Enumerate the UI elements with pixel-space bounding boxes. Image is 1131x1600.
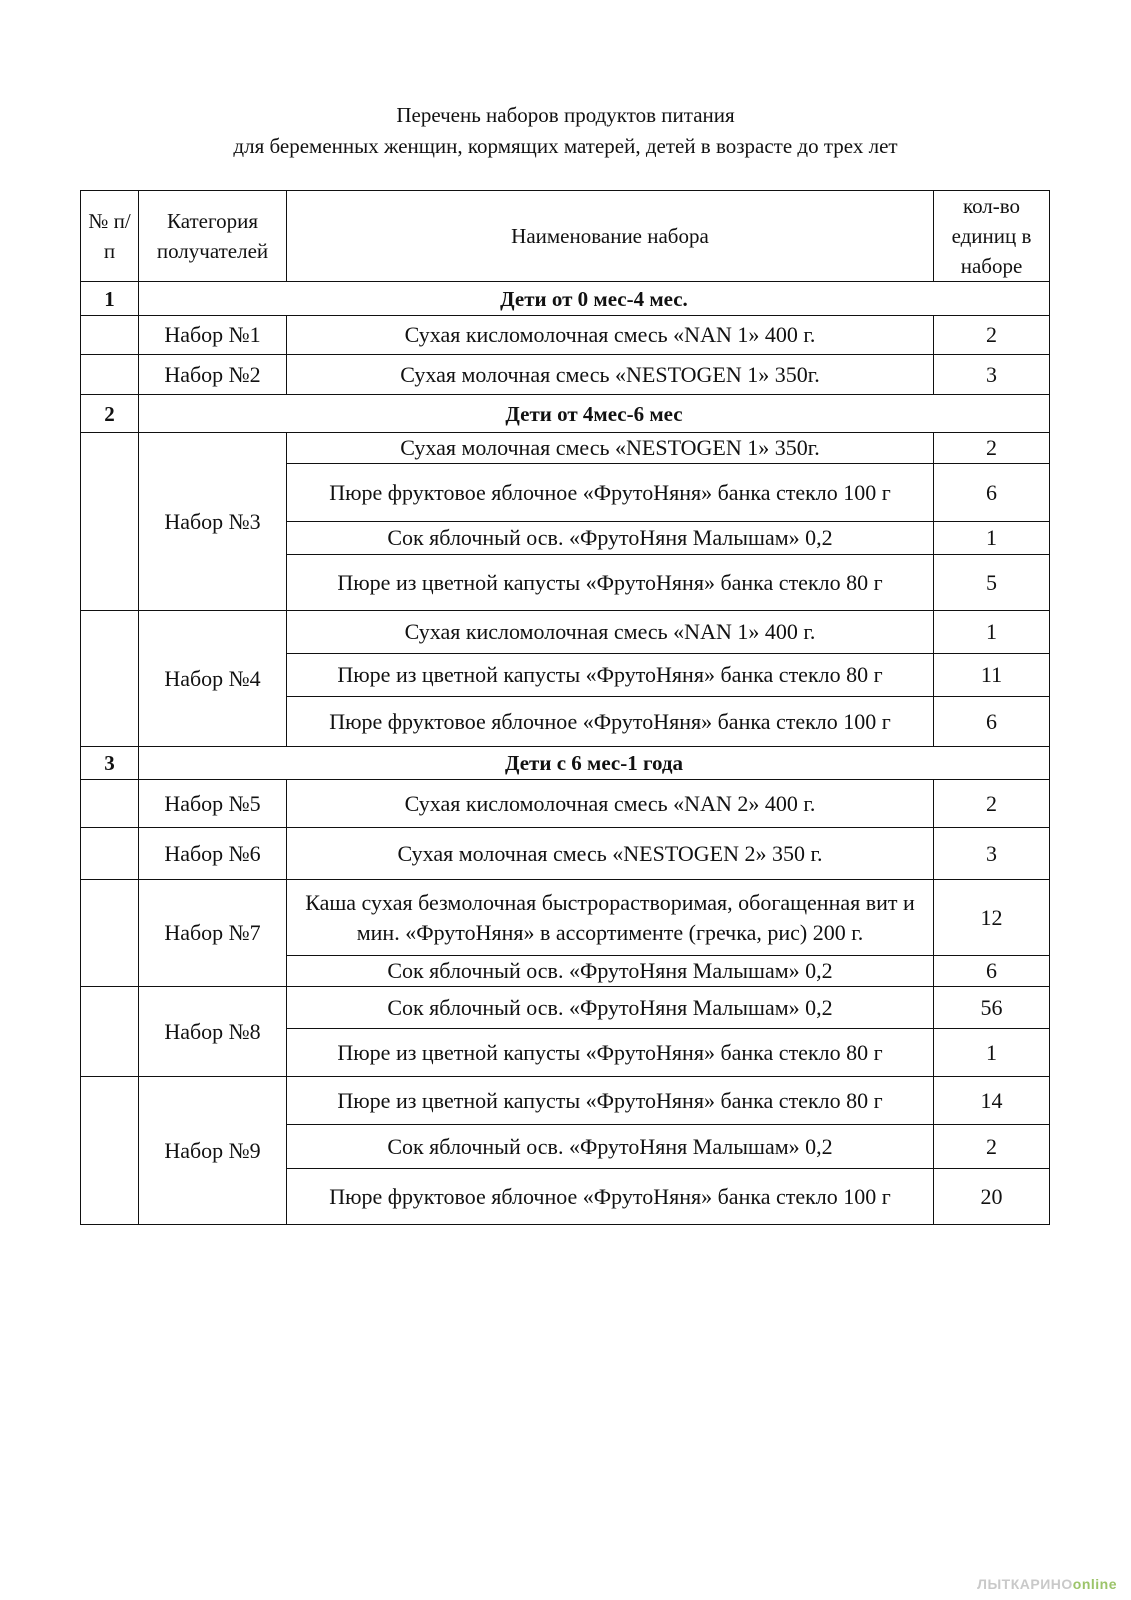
table-row	[81, 433, 1050, 464]
item-qty: 11	[934, 654, 1050, 697]
table-row	[81, 828, 1050, 880]
section-num: 2	[81, 395, 139, 433]
item-name: Сок яблочный осв. «ФрутоНяня Малышам» 0,2	[287, 1125, 934, 1169]
item-qty: 2	[934, 1125, 1050, 1169]
table-row	[81, 316, 1050, 355]
food-sets-table	[80, 190, 1050, 1225]
row-num	[81, 355, 139, 395]
item-qty: 20	[934, 1169, 1050, 1225]
item-qty: 2	[934, 316, 1050, 355]
set-label: Набор №1	[139, 316, 287, 355]
row-num	[81, 880, 139, 987]
watermark-accent-text: online	[1072, 1576, 1117, 1592]
section-row	[81, 395, 1050, 433]
item-name: Сухая кисломолочная смесь «NAN 1» 400 г.	[287, 316, 934, 355]
item-qty: 2	[934, 433, 1050, 464]
item-qty: 2	[934, 780, 1050, 828]
section-row	[81, 747, 1050, 780]
watermark-main-text: ЛЫТКАРИНО	[977, 1576, 1073, 1592]
item-name: Сок яблочный осв. «ФрутоНяня Малышам» 0,2	[287, 987, 934, 1029]
document-title-line-2: для беременных женщин, кормящих матерей, детей в возрасте до трех лет	[233, 134, 898, 158]
item-qty: 12	[934, 880, 1050, 956]
document-title-line-1: Перечень наборов продуктов питания	[396, 103, 735, 127]
item-qty: 14	[934, 1077, 1050, 1125]
header-name: Наименование набора	[287, 191, 934, 282]
header-num: № п/п	[81, 191, 139, 282]
row-num	[81, 780, 139, 828]
item-name: Сухая молочная смесь «NESTOGEN 2» 350 г.	[287, 828, 934, 880]
header-category: Категория получателей	[139, 191, 287, 282]
row-num	[81, 433, 139, 611]
row-num	[81, 611, 139, 747]
set-label: Набор №5	[139, 780, 287, 828]
section-title: Дети от 4мес-6 мес	[139, 395, 1050, 433]
table-row	[81, 1077, 1050, 1125]
item-name: Пюре фруктовое яблочное «ФрутоНяня» банка стекло 100 г	[287, 464, 934, 522]
section-num: 1	[81, 282, 139, 316]
table-row	[81, 611, 1050, 654]
item-qty: 6	[934, 956, 1050, 987]
set-label: Набор №9	[139, 1077, 287, 1225]
item-name: Сухая кисломолочная смесь «NAN 2» 400 г.	[287, 780, 934, 828]
item-qty: 5	[934, 555, 1050, 611]
row-num	[81, 1077, 139, 1225]
item-name: Пюре из цветной капусты «ФрутоНяня» банка стекло 80 г	[287, 555, 934, 611]
table-row	[81, 780, 1050, 828]
item-qty: 3	[934, 355, 1050, 395]
row-num	[81, 316, 139, 355]
item-name: Сухая молочная смесь «NESTOGEN 1» 350г.	[287, 433, 934, 464]
item-qty: 1	[934, 1029, 1050, 1077]
row-num	[81, 828, 139, 880]
set-label: Набор №3	[139, 433, 287, 611]
row-num	[81, 987, 139, 1077]
set-label: Набор №4	[139, 611, 287, 747]
item-name: Пюре фруктовое яблочное «ФрутоНяня» банка стекло 100 г	[287, 697, 934, 747]
item-name: Сухая молочная смесь «NESTOGEN 1» 350г.	[287, 355, 934, 395]
section-title: Дети с 6 мес-1 года	[139, 747, 1050, 780]
section-row	[81, 282, 1050, 316]
item-qty: 56	[934, 987, 1050, 1029]
item-name: Сухая кисломолочная смесь «NAN 1» 400 г.	[287, 611, 934, 654]
set-label: Набор №6	[139, 828, 287, 880]
table-row	[81, 987, 1050, 1029]
item-qty: 6	[934, 697, 1050, 747]
item-name: Сок яблочный осв. «ФрутоНяня Малышам» 0,2	[287, 522, 934, 555]
item-qty: 6	[934, 464, 1050, 522]
item-name: Сок яблочный осв. «ФрутоНяня Малышам» 0,2	[287, 956, 934, 987]
set-label: Набор №2	[139, 355, 287, 395]
table-header-row	[81, 191, 1050, 282]
table-row	[81, 355, 1050, 395]
site-watermark	[977, 1576, 1117, 1592]
item-qty: 1	[934, 611, 1050, 654]
item-qty: 3	[934, 828, 1050, 880]
item-name: Каша сухая безмолочная быстрорастворимая, обогащенная вит и мин. «ФрутоНяня» в ассортименте (гречка, рис) 200 г.	[287, 880, 934, 956]
item-name: Пюре фруктовое яблочное «ФрутоНяня» банка стекло 100 г	[287, 1169, 934, 1225]
header-qty: кол-во единиц в наборе	[934, 191, 1050, 282]
table-row	[81, 880, 1050, 956]
set-label: Набор №7	[139, 880, 287, 987]
section-num: 3	[81, 747, 139, 780]
item-name: Пюре из цветной капусты «ФрутоНяня» банка стекло 80 г	[287, 1077, 934, 1125]
set-label: Набор №8	[139, 987, 287, 1077]
item-name: Пюре из цветной капусты «ФрутоНяня» банка стекло 80 г	[287, 1029, 934, 1077]
document-title	[0, 100, 1131, 162]
section-title: Дети от 0 мес-4 мес.	[139, 282, 1050, 316]
item-name: Пюре из цветной капусты «ФрутоНяня» банка стекло 80 г	[287, 654, 934, 697]
item-qty: 1	[934, 522, 1050, 555]
